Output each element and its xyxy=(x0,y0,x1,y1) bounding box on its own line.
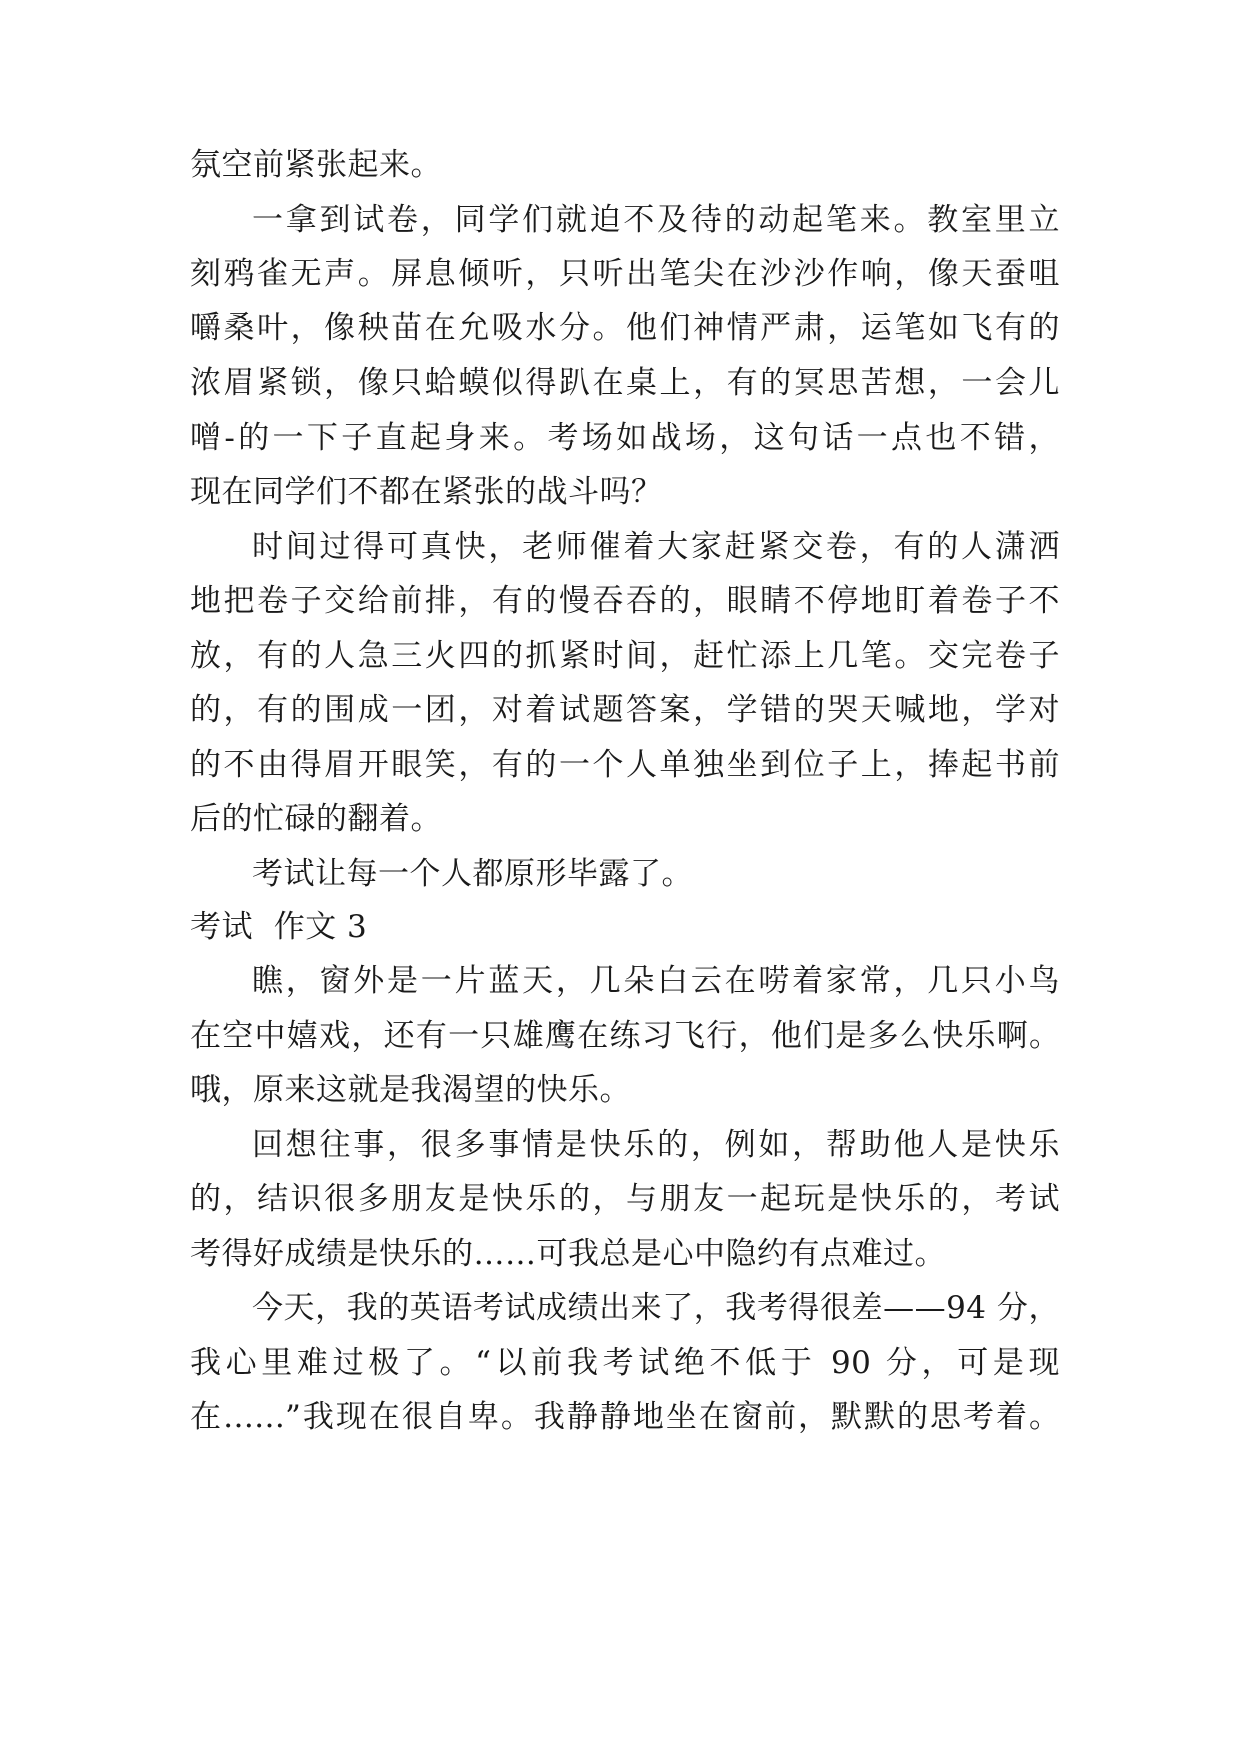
text-line: 现在同学们不都在紧张的战斗吗？ xyxy=(190,474,663,510)
text-line: 瞧，窗外是一片蓝天，几朵白云在唠着家常，几只小鸟 xyxy=(252,963,1060,999)
text-line: 的不由得眉开眼笑，有的一个人单独坐到位子上，捧起书前 xyxy=(190,747,1060,783)
text-line: 一拿到试卷，同学们就迫不及待的动起笔来。教室里立 xyxy=(252,202,1060,238)
text-line: 噌-的一下子直起身来。考场如战场，这句话一点也不错， xyxy=(190,420,1060,456)
text-line: 放，有的人急三火四的抓紧时间，赶忙添上几笔。交完卷子 xyxy=(190,638,1060,674)
text-line: 后的忙碌的翻着。 xyxy=(190,801,442,837)
text-line: 嚼桑叶，像秧苗在允吸水分。他们神情严肃，运笔如飞有的 xyxy=(190,310,1060,346)
text-line: 哦，原来这就是我渴望的快乐。 xyxy=(190,1072,631,1108)
section-heading: 考试 作文 3 xyxy=(190,909,368,945)
text-line: 地把卷子交给前排，有的慢吞吞的，眼睛不停地盯着卷子不 xyxy=(190,583,1060,619)
text-line: 时间过得可真快，老师催着大家赶紧交卷，有的人潇洒 xyxy=(252,529,1060,565)
text-line: 在空中嬉戏，还有一只雄鹰在练习飞行，他们是多么快乐啊。 xyxy=(190,1018,1060,1054)
text-line: 氛空前紧张起来。 xyxy=(190,147,442,183)
text-line: 的，有的围成一团，对着试题答案，学错的哭天喊地，学对 xyxy=(190,692,1060,728)
text-line: 浓眉紧锁，像只蛤蟆似得趴在桌上，有的冥思苦想，一会儿 xyxy=(190,365,1060,401)
text-line: 今天，我的英语考试成绩出来了，我考得很差——94 分， xyxy=(252,1290,1060,1326)
text-line: 在……”我现在很自卑。我静静地坐在窗前，默默的思考着。 xyxy=(190,1399,1060,1435)
text-line: 回想往事，很多事情是快乐的，例如，帮助他人是快乐 xyxy=(252,1127,1060,1163)
text-line: 我心里难过极了。“以前我考试绝不低于 90 分，可是现 xyxy=(190,1345,1060,1381)
text-line: 的，结识很多朋友是快乐的，与朋友一起玩是快乐的，考试 xyxy=(190,1181,1060,1217)
text-line: 考试让每一个人都原形毕露了。 xyxy=(252,856,693,892)
text-line: 考得好成绩是快乐的……可我总是心中隐约有点难过。 xyxy=(190,1236,946,1272)
text-line: 刻鸦雀无声。屏息倾听，只听出笔尖在沙沙作响，像天蚕咀 xyxy=(190,256,1060,292)
